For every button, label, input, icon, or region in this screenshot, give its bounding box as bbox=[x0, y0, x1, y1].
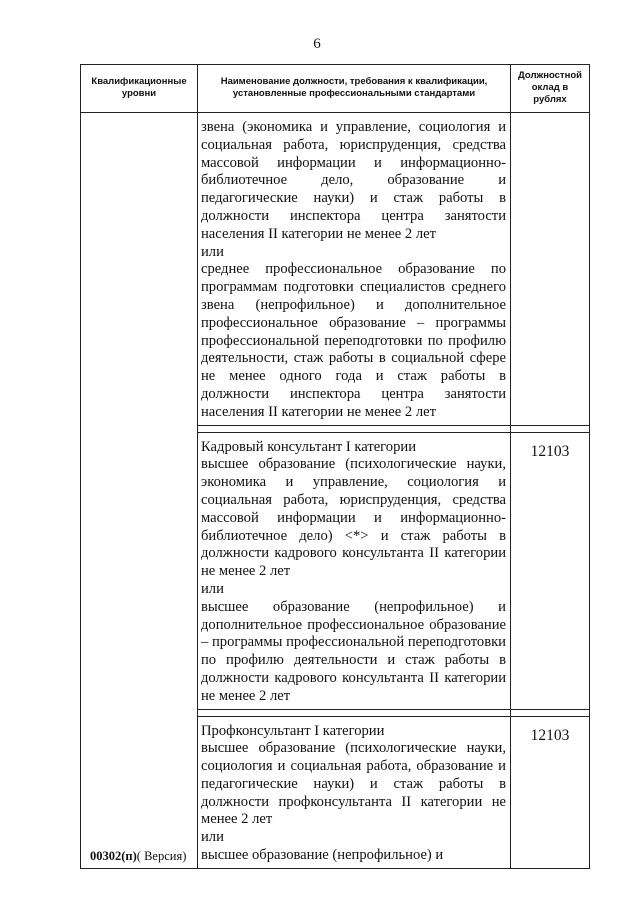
requirement-paragraph: высшее образование (психологические науки, социология и социальная работа, образование и педагогические науки) и стаж работы в должности профконсультанта II категории не менее 2 лет bbox=[201, 740, 506, 828]
document-footer bbox=[90, 849, 186, 864]
requirement-paragraph: Профконсультант I категории bbox=[201, 722, 385, 739]
requirement-paragraph: Кадровый консультант I категории bbox=[201, 438, 417, 455]
requirement-paragraph: высшее образование (непрофильное) и bbox=[201, 847, 444, 864]
salary-cell: 12103 bbox=[511, 432, 590, 709]
requirement-paragraph: или bbox=[201, 580, 224, 597]
header-salary: Должностной оклад в рублях bbox=[511, 65, 590, 113]
table-row bbox=[81, 113, 590, 426]
header-position-requirements: Наименование должности, требования к квалификации, установленные профессиональными стандартами bbox=[198, 65, 511, 113]
qualification-level-cell bbox=[81, 113, 198, 869]
salary-cell: 12103 bbox=[511, 716, 590, 868]
header-qualification-levels: Квалификационные уровни bbox=[81, 65, 198, 113]
requirements-cell bbox=[198, 716, 511, 868]
document-code: 00302(п) bbox=[90, 849, 137, 863]
requirement-paragraph: высшее образование (психологические науки, экономика и управление, социология и социальная работа, юриспруденция, средства массовой информации и информационно-библиотечное дело) <*> и стаж работы в должности кадрового консультанта II категории не менее 2 лет bbox=[201, 456, 506, 580]
requirements-cell bbox=[198, 432, 511, 709]
requirement-paragraph: высшее образование (непрофильное) и дополнительное профессиональное образование – программы профессиональной переподготовки по профилю деятельности и стаж работы в должности кадрового консультанта II категории не менее 2 лет bbox=[201, 598, 506, 704]
version-label: ( Версия) bbox=[136, 849, 187, 863]
requirement-paragraph: звена (экономика и управление, социология и социальная работа, юриспруденция, средства массовой информации и информационно-библиотечное дело, образование и педагогические науки) и стаж работы в должности инспектора центра занятости населения II категории не менее 2 лет bbox=[201, 119, 506, 242]
requirements-cell bbox=[198, 113, 511, 426]
table-header-row bbox=[81, 65, 590, 113]
page-number: 6 bbox=[313, 36, 321, 52]
requirement-paragraph: или bbox=[201, 829, 224, 846]
requirement-paragraph: среднее профессиональное образование по программам подготовки специалистов среднего звена (непрофильное) и дополнительное профессиональное образование – программы профессиональной переподготовки по профилю деятельности, стаж работы в социальной сфере не менее одного года и стаж работы в должности инспектора центра занятости населения II категории не менее 2 лет bbox=[201, 261, 506, 420]
requirement-paragraph: или bbox=[201, 243, 224, 260]
salary-cell bbox=[511, 113, 590, 426]
qualification-table bbox=[80, 64, 590, 869]
